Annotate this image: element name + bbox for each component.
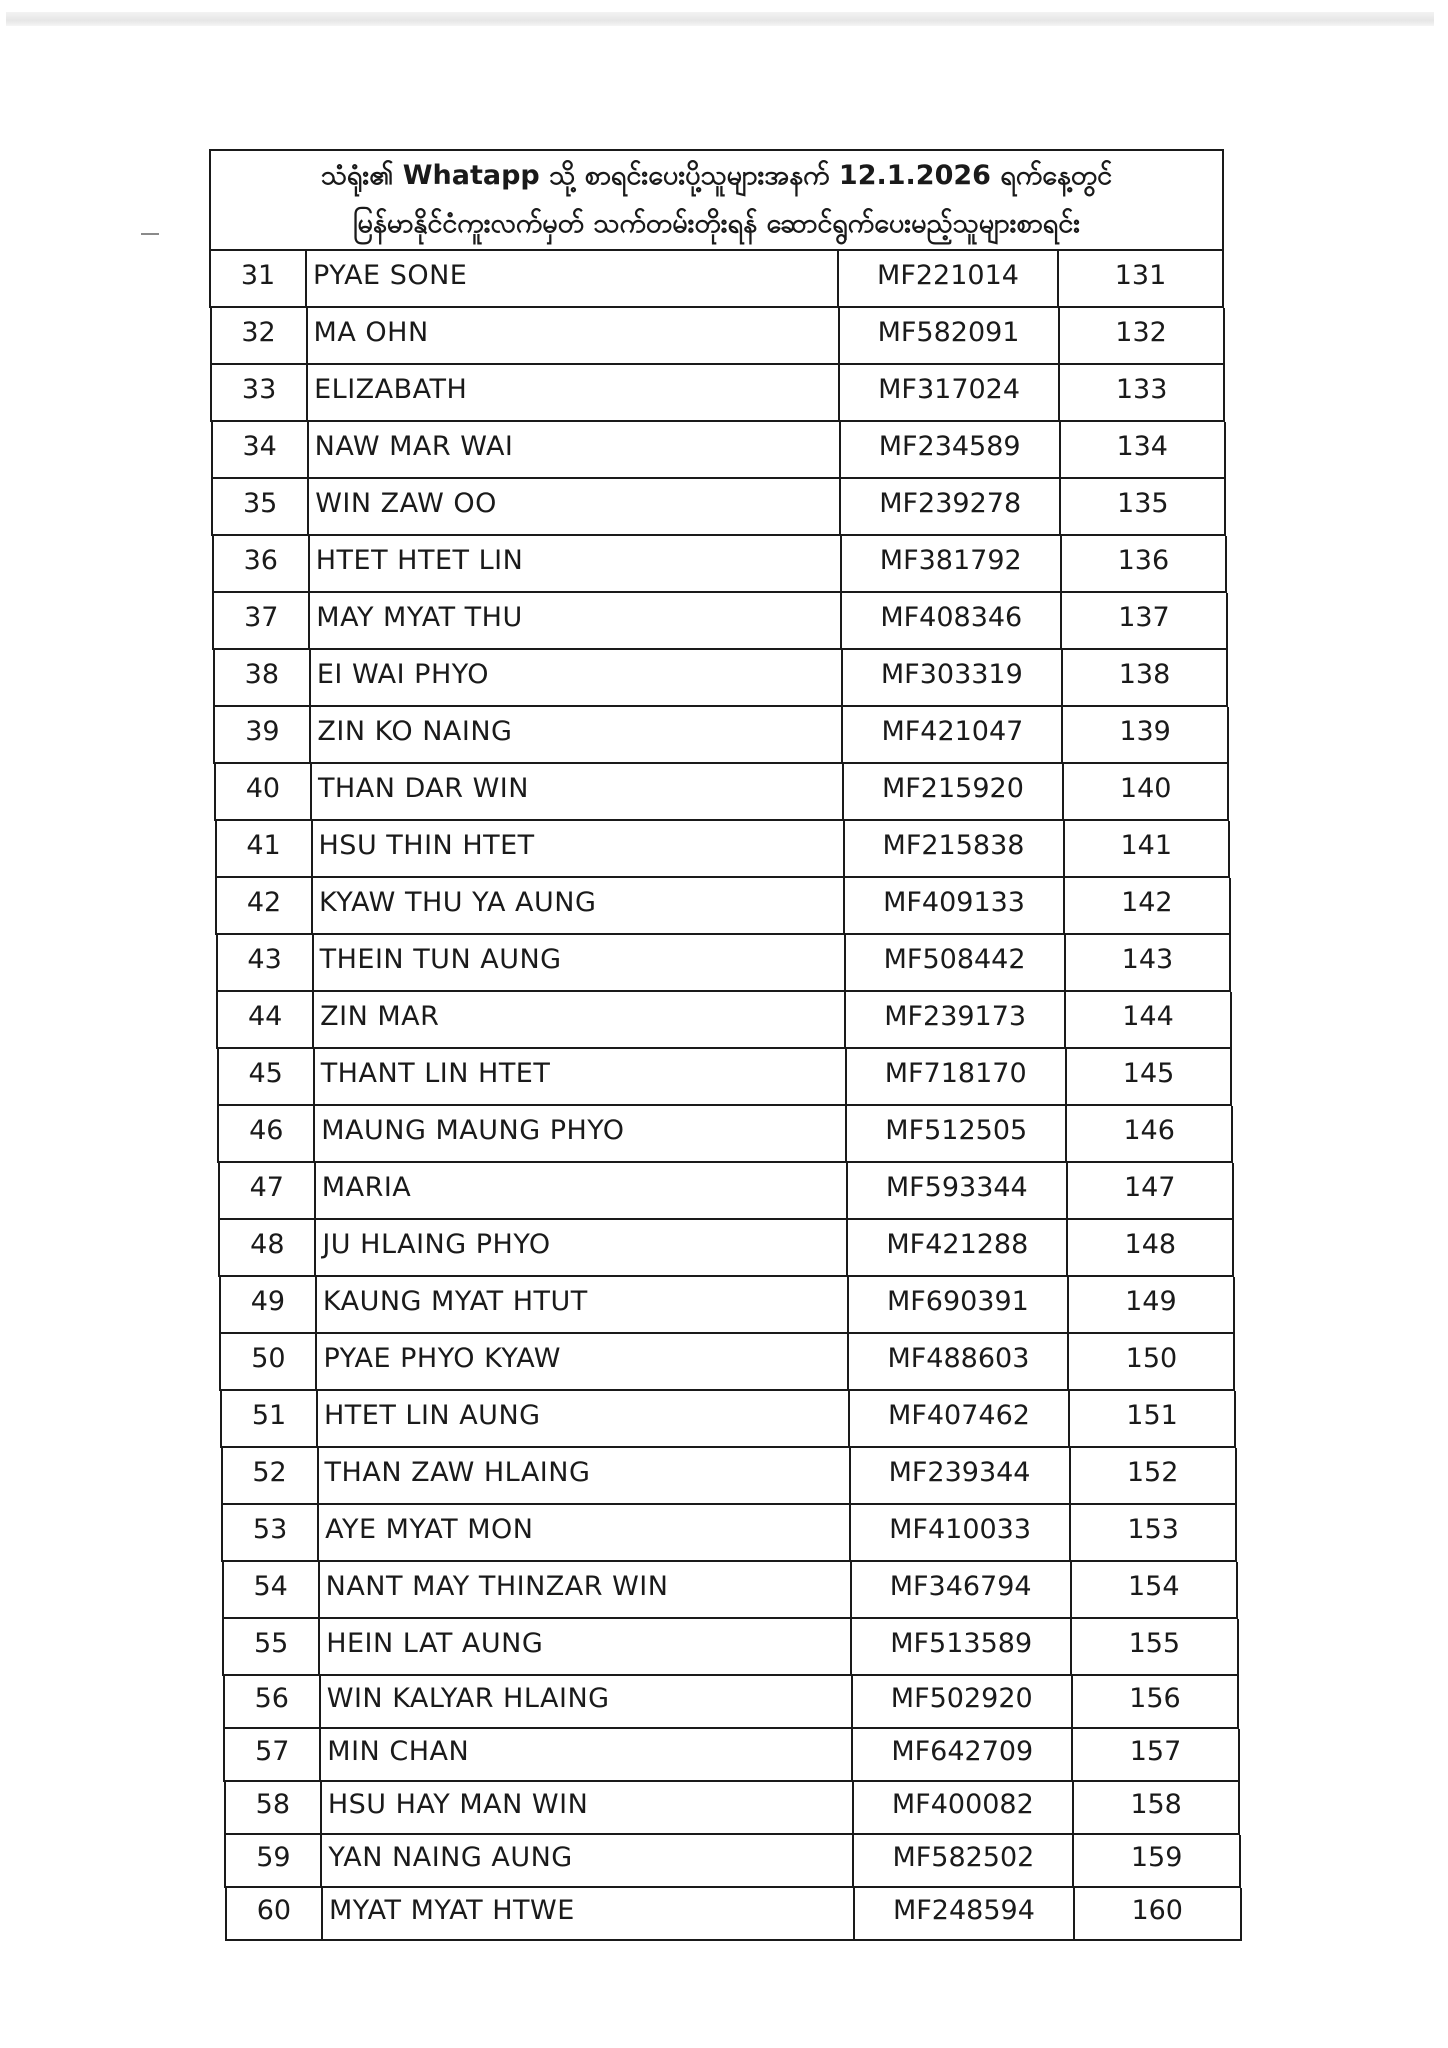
applicant-name: ELIZABATH xyxy=(306,365,838,420)
applicant-name: YAN NAING AUNG xyxy=(320,1835,852,1886)
passport-number: MF410033 xyxy=(849,1505,1069,1560)
applicant-name: MYAT MYAT HTWE xyxy=(321,1888,853,1939)
queue-number: 149 xyxy=(1067,1277,1233,1332)
queue-number: 159 xyxy=(1072,1835,1239,1886)
applicant-name: WIN ZAW OO xyxy=(307,479,839,534)
row-number: 40 xyxy=(245,773,281,804)
passport-number: MF221014 xyxy=(837,251,1057,306)
applicant-name: MA OHN xyxy=(306,308,838,363)
queue-number: 155 xyxy=(1070,1619,1236,1674)
row-number: 35 xyxy=(243,488,278,519)
passport-number: MF512505 xyxy=(845,1106,1065,1161)
applicant-name: ZIN KO NAING xyxy=(309,707,841,762)
applicant-name: MAUNG MAUNG PHYO xyxy=(313,1106,845,1161)
queue-number: 156 xyxy=(1071,1676,1237,1727)
passport-number: MF215838 xyxy=(843,821,1063,876)
passport-number: MF421288 xyxy=(846,1220,1066,1275)
row-number: 60 xyxy=(256,1895,292,1926)
passport-number: MF317024 xyxy=(838,365,1058,420)
scan-edge-band xyxy=(6,12,1434,26)
queue-number: 148 xyxy=(1066,1220,1232,1275)
table-row xyxy=(217,1049,1233,1106)
table-row xyxy=(222,1562,1238,1619)
queue-number: 138 xyxy=(1061,650,1226,705)
passport-number: MF381792 xyxy=(840,536,1060,591)
row-number: 32 xyxy=(241,317,276,348)
queue-number: 133 xyxy=(1058,365,1223,420)
passport-number: MF502920 xyxy=(851,1676,1071,1727)
passport-number: MF582502 xyxy=(852,1835,1072,1886)
row-number: 58 xyxy=(255,1789,291,1820)
table-row xyxy=(218,1163,1234,1220)
table-row xyxy=(209,251,1224,308)
row-number: 55 xyxy=(254,1628,289,1659)
passport-number: MF513589 xyxy=(850,1619,1070,1674)
applicant-name: PYAE SONE xyxy=(305,251,837,306)
table-row xyxy=(213,707,1228,764)
passport-number: MF239344 xyxy=(849,1448,1069,1503)
passport-number: MF642709 xyxy=(851,1729,1071,1780)
table-row xyxy=(225,1888,1242,1941)
row-number: 53 xyxy=(252,1514,288,1545)
title-line-2: မြန်မာနိုင်ငံကူးလက်မှတ် သက်တမ်းတိုးရန် ဆောင်ရွက်ပေးမည့်သူများစာရင်း xyxy=(352,208,1081,239)
applicant-name: MAY MYAT THU xyxy=(308,593,840,648)
row-number: 33 xyxy=(241,374,277,405)
applicant-name: JU HLAING PHYO xyxy=(314,1220,846,1275)
applicant-name: HTET LIN AUNG xyxy=(316,1391,848,1446)
passport-number: MF407462 xyxy=(848,1391,1068,1446)
passport-number: MF408346 xyxy=(840,593,1060,648)
row-number: 56 xyxy=(254,1683,289,1714)
queue-number: 147 xyxy=(1066,1163,1232,1218)
table-row xyxy=(212,536,1227,593)
table-row xyxy=(211,422,1226,479)
applicant-name: THAN ZAW HLAING xyxy=(317,1448,849,1503)
queue-number: 144 xyxy=(1064,992,1230,1047)
row-number: 49 xyxy=(250,1286,286,1317)
queue-number: 150 xyxy=(1067,1334,1233,1389)
passport-number: MF593344 xyxy=(846,1163,1066,1218)
row-number: 54 xyxy=(253,1571,288,1602)
passport-number: MF215920 xyxy=(842,764,1062,819)
queue-number: 145 xyxy=(1065,1049,1231,1104)
passport-number: MF488603 xyxy=(847,1334,1067,1389)
applicant-name: ZIN MAR xyxy=(312,992,844,1047)
applicant-name: WIN KALYAR HLAING xyxy=(319,1676,851,1727)
applicant-name: THEIN TUN AUNG xyxy=(312,935,844,990)
stray-scan-mark xyxy=(141,233,159,235)
table-row xyxy=(215,878,1231,935)
row-number: 43 xyxy=(247,944,282,975)
queue-number: 141 xyxy=(1063,821,1229,876)
passport-number: MF346794 xyxy=(850,1562,1070,1617)
table-row xyxy=(219,1277,1235,1334)
table-row xyxy=(212,593,1227,650)
table-row xyxy=(223,1676,1239,1729)
passport-number: MF508442 xyxy=(844,935,1064,990)
table-row xyxy=(216,992,1232,1049)
queue-number: 136 xyxy=(1060,536,1225,591)
applicant-name: NANT MAY THINZAR WIN xyxy=(318,1562,850,1617)
applicant-name: HSU HAY MAN WIN xyxy=(320,1782,852,1833)
row-number: 47 xyxy=(249,1172,284,1203)
passport-number: MF303319 xyxy=(841,650,1061,705)
queue-number: 143 xyxy=(1064,935,1230,990)
row-number: 45 xyxy=(248,1058,283,1089)
row-number: 57 xyxy=(255,1736,290,1767)
table-title xyxy=(209,149,1224,251)
applicant-name: HEIN LAT AUNG xyxy=(318,1619,850,1674)
row-number: 38 xyxy=(244,659,280,690)
applicant-name: KAUNG MYAT HTUT xyxy=(315,1277,847,1332)
queue-number: 157 xyxy=(1071,1729,1237,1780)
queue-number: 146 xyxy=(1065,1106,1231,1161)
table-row xyxy=(210,365,1225,422)
row-number: 36 xyxy=(243,545,278,576)
row-number: 51 xyxy=(251,1400,287,1431)
applicant-name: THAN DAR WIN xyxy=(310,764,842,819)
applicant-name: MIN CHAN xyxy=(319,1729,851,1780)
table-row xyxy=(211,479,1226,536)
table-row xyxy=(224,1782,1240,1835)
table-body xyxy=(209,251,1224,1941)
queue-number: 140 xyxy=(1062,764,1227,819)
row-number: 42 xyxy=(246,887,282,918)
queue-number: 134 xyxy=(1059,422,1224,477)
applicant-name: AYE MYAT MON xyxy=(317,1505,849,1560)
table-row xyxy=(213,650,1228,707)
row-number: 31 xyxy=(240,260,276,291)
row-number: 50 xyxy=(251,1343,286,1374)
table-row xyxy=(214,764,1229,821)
passport-number: MF582091 xyxy=(838,308,1058,363)
queue-number: 158 xyxy=(1072,1782,1238,1833)
row-number: 52 xyxy=(252,1457,287,1488)
table-row xyxy=(220,1391,1236,1448)
row-number: 48 xyxy=(250,1229,285,1260)
passport-number: MF239278 xyxy=(839,479,1059,534)
table-row xyxy=(221,1448,1237,1505)
queue-number: 152 xyxy=(1069,1448,1235,1503)
passport-number: MF690391 xyxy=(847,1277,1067,1332)
applicant-name: THANT LIN HTET xyxy=(313,1049,845,1104)
row-number: 37 xyxy=(244,602,279,633)
table-row xyxy=(217,1106,1233,1163)
table-row xyxy=(216,935,1232,992)
title-line-1: သံရုံး၏ Whatapp သို့ စာရင်းပေးပို့သူများအနက် 12.1.2026 ရက်နေ့တွင် xyxy=(320,160,1113,191)
passport-number: MF239173 xyxy=(844,992,1064,1047)
passport-number: MF234589 xyxy=(839,422,1059,477)
row-number: 34 xyxy=(242,431,277,462)
applicant-name: KYAW THU YA AUNG xyxy=(311,878,843,933)
applicant-name: HSU THIN HTET xyxy=(311,821,843,876)
table-row xyxy=(215,821,1231,878)
passport-number: MF409133 xyxy=(843,878,1063,933)
queue-number: 137 xyxy=(1060,593,1225,648)
row-number: 59 xyxy=(256,1842,291,1873)
passport-number: MF400082 xyxy=(852,1782,1072,1833)
applicant-name: PYAE PHYO KYAW xyxy=(315,1334,847,1389)
row-number: 46 xyxy=(249,1115,284,1146)
applicant-name: EI WAI PHYO xyxy=(309,650,841,705)
queue-number: 160 xyxy=(1073,1888,1240,1939)
table-row xyxy=(219,1334,1235,1391)
queue-number: 151 xyxy=(1068,1391,1234,1446)
row-number: 39 xyxy=(245,716,280,747)
queue-number: 131 xyxy=(1057,251,1222,306)
applicant-name: MARIA xyxy=(314,1163,846,1218)
queue-number: 132 xyxy=(1058,308,1223,363)
passport-number: MF248594 xyxy=(853,1888,1073,1939)
row-number: 44 xyxy=(247,1001,283,1032)
table-row xyxy=(223,1729,1239,1782)
applicant-name: NAW MAR WAI xyxy=(307,422,839,477)
queue-number: 135 xyxy=(1059,479,1224,534)
row-number: 41 xyxy=(246,830,281,861)
queue-number: 142 xyxy=(1063,878,1229,933)
passport-number: MF718170 xyxy=(845,1049,1065,1104)
applicant-name: HTET HTET LIN xyxy=(308,536,840,591)
table-row xyxy=(221,1505,1237,1562)
table-row xyxy=(210,308,1225,365)
table-row xyxy=(224,1835,1241,1888)
queue-number: 154 xyxy=(1070,1562,1236,1617)
queue-number: 139 xyxy=(1061,707,1226,762)
table-row xyxy=(222,1619,1238,1676)
applicant-list-table xyxy=(209,149,1224,1941)
passport-number: MF421047 xyxy=(841,707,1061,762)
table-row xyxy=(218,1220,1234,1277)
queue-number: 153 xyxy=(1069,1505,1235,1560)
